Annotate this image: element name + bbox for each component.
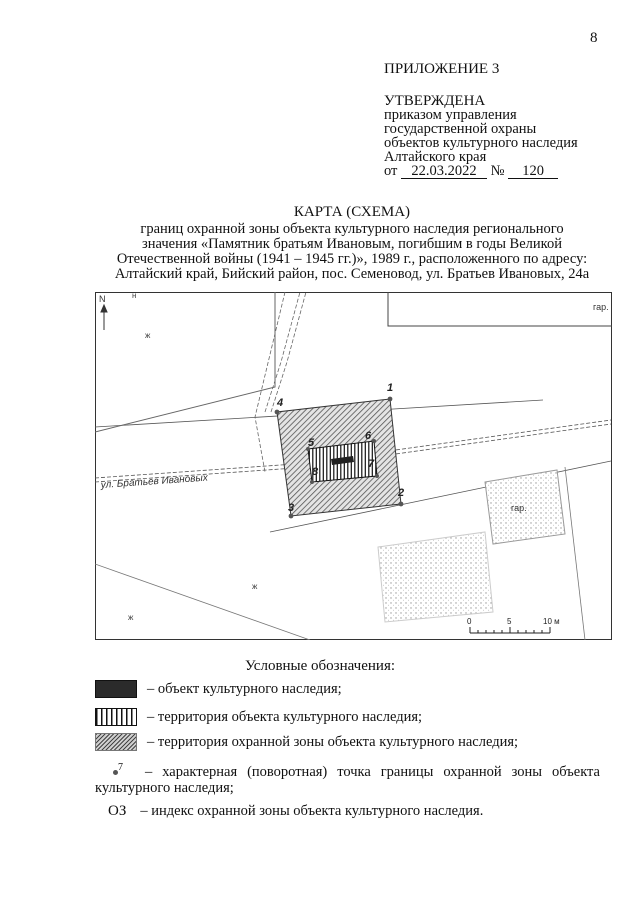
point-marker-4 [275,410,280,415]
legend-index-text: – индекс охранной зоны объекта культурного наследия. [140,803,484,819]
zh-mark: ж [252,582,258,591]
object-swatch [95,680,137,698]
garage-label: гар. [593,302,609,312]
legend-zone-text: – территория охранной зоны объекта культурного наследия; [147,733,519,750]
point-sample-number: 7 [118,762,123,773]
zone-swatch [95,733,137,751]
approval-block [384,62,578,179]
legend-object-row [95,680,342,698]
point-marker-7 [375,474,379,478]
legend-point-text: – характерная (поворотная) точка границы охранной зоны объекта культурного наследия; [95,763,600,796]
title-line: Отечественной войны (1941 – 1945 гг.)», 1989 г., расположенного по адресу: [116,251,588,267]
scale-mid: 5 [507,617,512,626]
street-label: ул. Братьев Ивановых [100,472,209,491]
garage-label-2: гар. [511,503,527,513]
legend-point-row [95,760,600,796]
legend-object-text: – объект культурного наследия; [147,680,342,697]
point-label-6: 6 [365,430,372,442]
approval-line: приказом управления [384,107,517,123]
approval-date-line [384,164,578,179]
legend-title: Условные обозначения: [244,658,396,674]
point-marker-3 [289,514,294,519]
point-marker-8 [310,480,314,484]
zh-mark: ж [128,613,134,622]
approved-label: УТВЕРЖДЕНА [384,93,486,109]
title-line: Алтайский край, Бийский район, пос. Семеновод, ул. Братьев Ивановых, 24а [114,266,590,282]
number-sign: № [490,163,505,179]
point-marker-6 [372,439,376,443]
approval-line: объектов культурного наследия [384,135,578,151]
approval-number: 120 [508,165,558,179]
point-label-3: 3 [288,502,295,514]
approval-line: Алтайского края [384,149,487,165]
point-label-5: 5 [308,437,315,449]
approval-line: государственной охраны [384,121,537,137]
legend-territory-row [95,708,422,726]
legend-zone-row [95,733,518,751]
zone-index-code: ОЗ [108,803,127,819]
point-label-8: 8 [312,466,319,478]
scale-zero: 0 [467,617,472,626]
h-mark: н [132,292,137,300]
zh-mark: ж [145,331,151,340]
point-marker-1 [388,397,393,402]
map-title-block [92,205,612,282]
approval-date: 22.03.2022 [401,165,487,179]
scale-end: 10 м [543,617,560,626]
legend-index-row [108,803,483,820]
point-label-4: 4 [277,397,284,409]
page-number: 8 [590,30,598,46]
north-label: N [99,294,106,304]
point-label-7: 7 [368,458,375,470]
appendix-label: ПРИЛОЖЕНИЕ 3 [384,61,500,77]
point-label-1: 1 [387,382,394,394]
territory-swatch [95,708,137,726]
title-line: значения «Памятник братьям Ивановым, погибшим в годы Великой [142,236,562,252]
point-marker-2 [399,502,404,507]
legend-territory-text: – территория объекта культурного наследия; [147,708,423,725]
date-prefix: от [384,163,398,179]
point-label-2: 2 [398,487,405,499]
title-line: границ охранной зоны объекта культурного наследия регионального [140,221,564,237]
protection-zone-map [95,292,612,640]
map-heading: КАРТА (СХЕМА) [293,204,411,220]
